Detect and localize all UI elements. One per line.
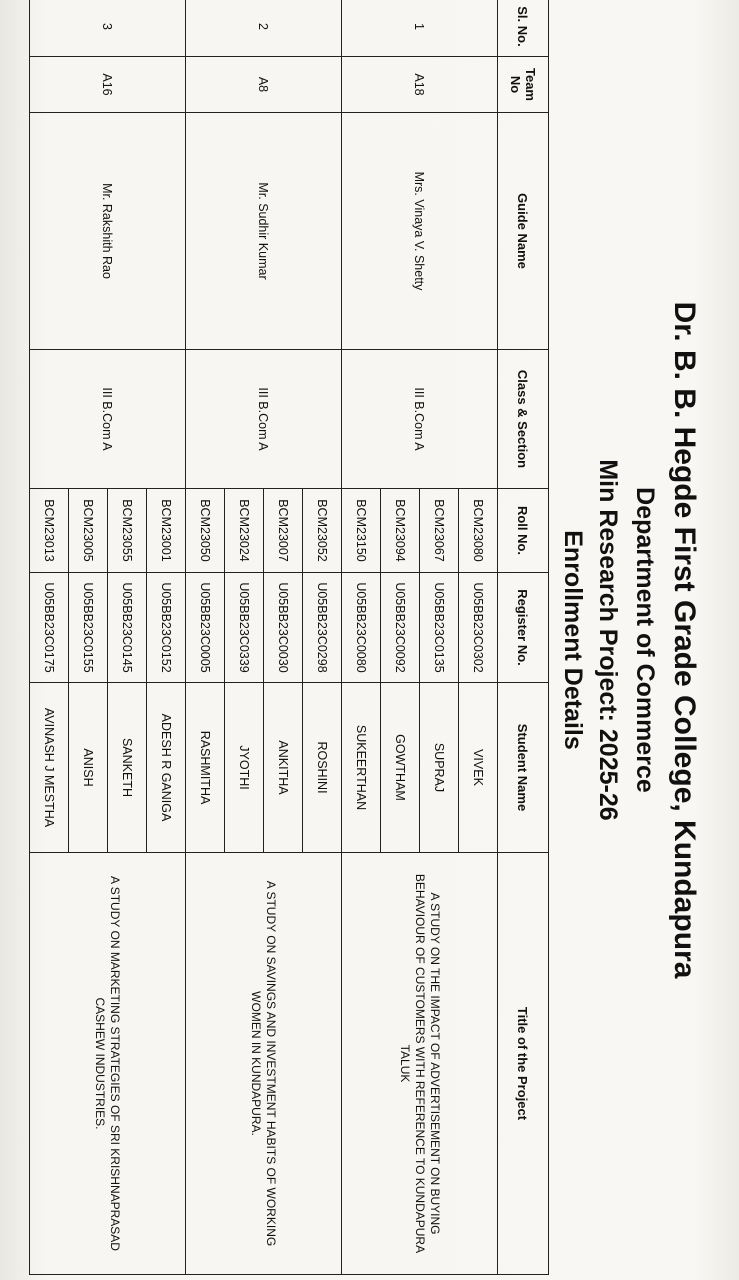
roll-no-cell: BCM23067: [420, 489, 459, 573]
enrollment-table: [29, 0, 549, 1275]
register-no-cell: U05BB23C0339: [225, 573, 264, 683]
roll-no-cell: BCM23080: [459, 489, 498, 573]
sl-no-cell: 1: [342, 0, 498, 57]
roll-no-cell: BCM23055: [108, 489, 147, 573]
student-name-cell: AVINASH J MESTHA: [30, 683, 69, 853]
student-name-cell: ANKITHA: [264, 683, 303, 853]
roll-no-cell: BCM23013: [30, 489, 69, 573]
guide-name-cell: Mr. Sudhir Kumar: [186, 113, 342, 350]
department-title: Department of Commerce: [631, 487, 659, 793]
project-title-cell: A STUDY ON SAVINGS AND INVESTMENT HABITS OF WORKING WOMEN IN KUNDAPURA.: [186, 853, 342, 1275]
roll-no-cell: BCM23050: [186, 489, 225, 573]
register-no-cell: U05BB23C0302: [459, 573, 498, 683]
roll-no-cell: BCM23024: [225, 489, 264, 573]
register-no-cell: U05BB23C0030: [264, 573, 303, 683]
register-no-cell: U05BB23C0152: [147, 573, 186, 683]
register-no-cell: U05BB23C0175: [30, 573, 69, 683]
roll-no-cell: BCM23094: [381, 489, 420, 573]
student-name-cell: JYOTHI: [225, 683, 264, 853]
col-header-team: Team No: [498, 57, 549, 113]
roll-no-cell: BCM23007: [264, 489, 303, 573]
project-title-cell: A STUDY ON THE IMPACT OF ADVERTISEMENT ON BUYING BEHAVIOUR OF CUSTOMERS WITH REFERENCE TO KUNDAPURA TALUK: [342, 853, 498, 1275]
roll-no-cell: BCM23005: [69, 489, 108, 573]
student-name-cell: GOWTHAM: [381, 683, 420, 853]
table-row: [147, 0, 186, 1275]
class-section-cell: III B.Com A: [30, 350, 186, 489]
guide-name-cell: Mr. Rakshith Rao: [30, 113, 186, 350]
student-name-cell: SANKETH: [108, 683, 147, 853]
table-row: [303, 0, 342, 1275]
register-no-cell: U05BB23C0135: [420, 573, 459, 683]
guide-name-cell: Mrs. Vinaya V. Shetty: [342, 113, 498, 350]
student-name-cell: SUKEERTHAN: [342, 683, 381, 853]
sl-no-cell: 3: [30, 0, 186, 57]
register-no-cell: U05BB23C0298: [303, 573, 342, 683]
sl-no-cell: 2: [186, 0, 342, 57]
team-no-cell: A8: [186, 57, 342, 113]
roll-no-cell: BCM23150: [342, 489, 381, 573]
col-header-class: Class & Section: [498, 350, 549, 489]
student-name-cell: VIVEK: [459, 683, 498, 853]
col-header-student: Student Name: [498, 683, 549, 853]
register-no-cell: U05BB23C0155: [69, 573, 108, 683]
team-no-cell: A16: [30, 57, 186, 113]
register-no-cell: U05BB23C0092: [381, 573, 420, 683]
class-section-cell: III B.Com A: [186, 350, 342, 489]
col-header-guide: Guide Name: [498, 113, 549, 350]
col-header-sl: Sl. No.: [498, 0, 549, 57]
student-name-cell: ADESH R GANIGA: [147, 683, 186, 853]
roll-no-cell: BCM23052: [303, 489, 342, 573]
register-no-cell: U05BB23C0080: [342, 573, 381, 683]
register-no-cell: U05BB23C0005: [186, 573, 225, 683]
student-name-cell: ROSHINI: [303, 683, 342, 853]
project-title: Min Research Project: 2025-26: [594, 459, 622, 821]
col-header-roll: Roll No.: [498, 489, 549, 573]
register-no-cell: U05BB23C0145: [108, 573, 147, 683]
col-header-register: Register No.: [498, 573, 549, 683]
col-header-title: Title of the Project: [498, 853, 549, 1275]
enrollment-subtitle: Enrollment Details: [559, 530, 587, 750]
student-name-cell: SUPRAJ: [420, 683, 459, 853]
table-header-row: [498, 0, 549, 1275]
roll-no-cell: BCM23001: [147, 489, 186, 573]
student-name-cell: RASHMITHA: [186, 683, 225, 853]
student-name-cell: ANISH: [69, 683, 108, 853]
table-row: [459, 0, 498, 1275]
class-section-cell: III B.Com A: [342, 350, 498, 489]
project-title-cell: A STUDY ON MARKETING STRATEGIES OF SRI KRISHNAPRASAD CASHEW INDUSTRIES.: [30, 853, 186, 1275]
team-no-cell: A18: [342, 57, 498, 113]
college-title: Dr. B. B. Hegde First Grade College, Kundapura: [668, 301, 701, 979]
